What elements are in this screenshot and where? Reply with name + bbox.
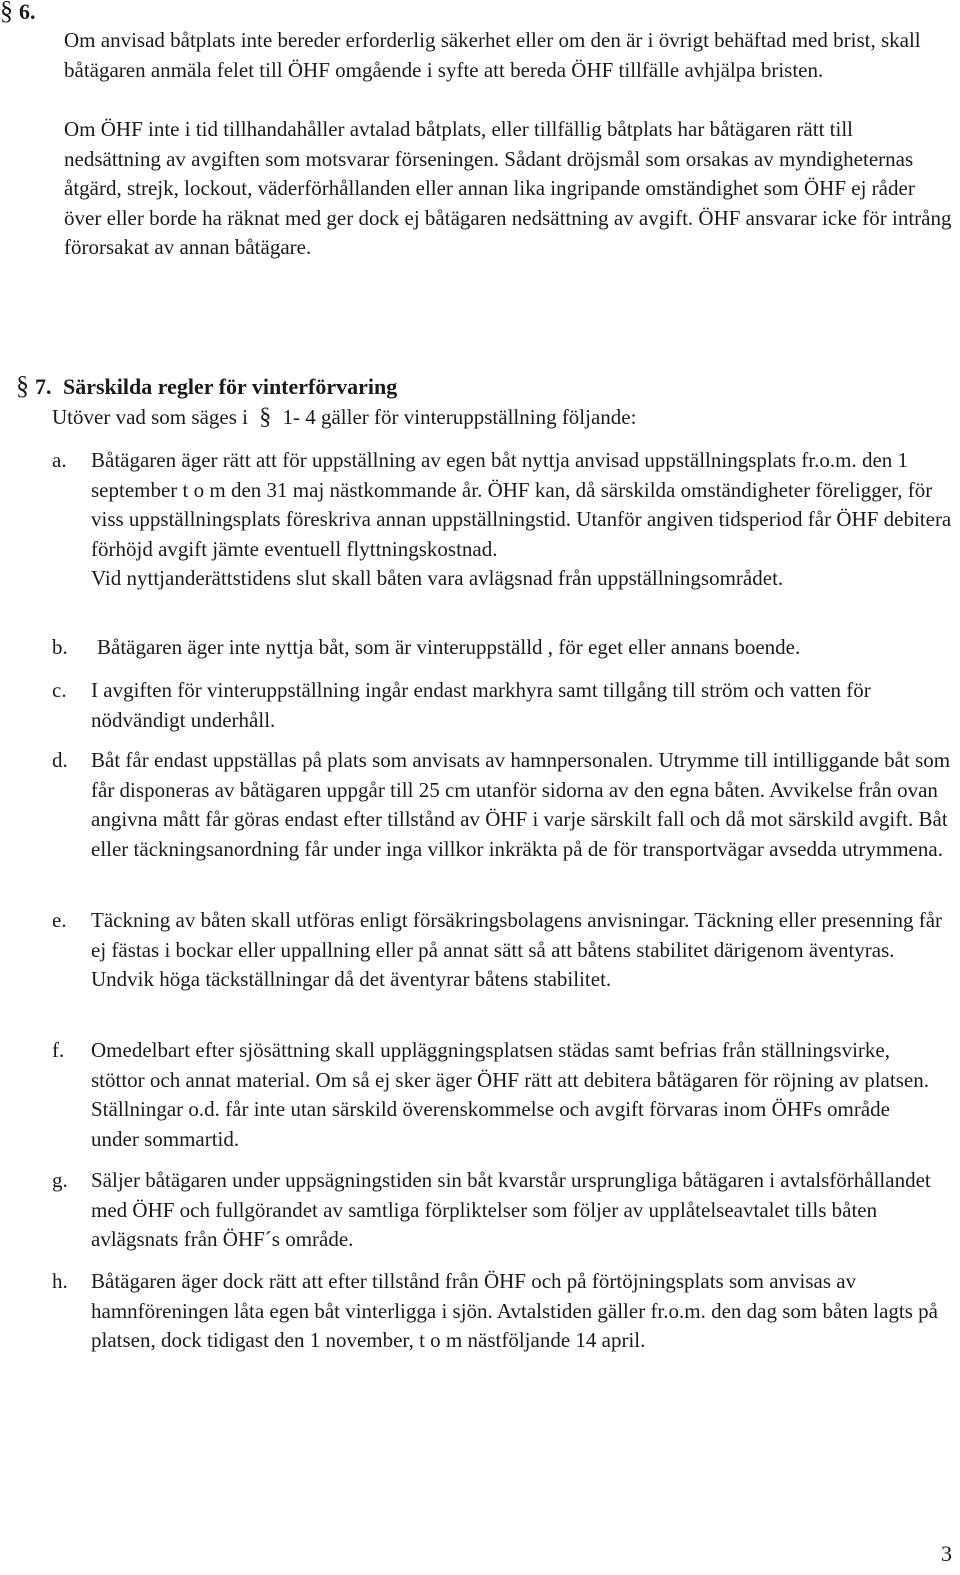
list-item-e bbox=[0, 906, 960, 1026]
item-text: Båt får endast uppställas på plats som anvisats av hamnpersonalen. Utrymme till intilliggande båt som får disponeras av båtägaren uppgår till 25 cm utanför sidorna av den egna båten. Avvikelse från ovan angivna mått får göras endast efter tillstånd av ÖHF i varje särskilt fall och då mot särskild avgift. Båt eller täckningsanordning får under inga villkor inkräkta på de för transportvägar avsedda utrymmena. bbox=[91, 748, 951, 861]
page-number: 3 bbox=[941, 1541, 952, 1567]
list-item-d bbox=[0, 746, 960, 896]
intro-text-before: Utöver vad som säges i bbox=[52, 405, 248, 429]
item-letter: e. bbox=[52, 908, 67, 932]
item-letter: h. bbox=[52, 1269, 68, 1293]
item-body-continued: Vid nyttjanderättstidens slut skall båten vara avlägsnad från uppställningsområdet. bbox=[91, 566, 784, 591]
item-text: Båtägaren äger inte nyttja båt, som är vinteruppställd , för eget eller annans boende. bbox=[97, 635, 801, 659]
item-letter: c. bbox=[52, 678, 67, 702]
item-letter: a. bbox=[52, 448, 67, 472]
intro-section-symbol: § bbox=[259, 404, 272, 430]
intro-text-after: 1- 4 gäller för vinteruppställning följande: bbox=[282, 405, 637, 429]
section-6-paragraph-2 bbox=[64, 115, 954, 263]
item-letter: f. bbox=[52, 1038, 65, 1062]
section-number: 6. bbox=[19, 0, 36, 24]
section-7-heading bbox=[16, 371, 397, 402]
item-letter: g. bbox=[52, 1168, 68, 1192]
section-7-intro bbox=[52, 403, 952, 433]
item-text: Omedelbart efter sjösättning skall uppläggningsplatsen städas samt befrias från ställningsvirke, stöttor och annat material. Om så ej sker äger ÖHF rätt att debitera båtägaren för röjning av platsen. Ställningar o.d. får inte utan särskild överenskommelse och avgift förvaras inom ÖHFs område under sommartid. bbox=[91, 1038, 929, 1151]
section-6-heading bbox=[0, 0, 36, 27]
item-text: I avgiften för vinteruppställning ingår endast markhyra samt tillgång till ström och vatten för nödvändigt underhåll. bbox=[91, 678, 871, 732]
list-item-f bbox=[0, 1036, 960, 1156]
item-letter: b. bbox=[52, 635, 68, 659]
item-text: Täckning av båten skall utföras enligt försäkringsbolagens anvisningar. Täckning eller presenning får ej fästas i bockar eller uppallning eller på annat sätt så att båtens stabilitet därigenom äventyras. Undvik höga täckställningar då det äventyrar båtens stabilitet. bbox=[91, 908, 943, 992]
section-symbol: § bbox=[16, 371, 29, 400]
item-text: Säljer båtägaren under uppsägningstiden sin båt kvarstår ursprungliga båtägaren i avtalsförhållandet med ÖHF och fullgörandet av samtliga förpliktelser som följer av upplåtelseavtalet tills båten avlägsnats från ÖHF´s område. bbox=[91, 1168, 931, 1252]
list-item-g bbox=[0, 1166, 960, 1256]
item-body: Båtägaren äger rätt att för uppställning av egen båt nyttja anvisad uppställningsplats fr.o.m. den 1 september t o m den 31 maj nästkommande år. ÖHF kan, då särskilda omständigheter föreligger, för viss uppställningsplats föreskriva annan uppställningstid. Utanför angiven tidsperiod får ÖHF debitera förhöjd avgift jämte eventuell flyttningskostnad. bbox=[91, 448, 952, 561]
section-symbol: § bbox=[0, 0, 13, 25]
list-item-c bbox=[0, 676, 960, 738]
section-6-paragraph-1 bbox=[64, 26, 944, 85]
item-letter: d. bbox=[52, 748, 68, 772]
item-text bbox=[91, 446, 959, 594]
list-item-b bbox=[0, 633, 960, 665]
section-number: 7. bbox=[35, 374, 52, 399]
list-item-h bbox=[0, 1267, 960, 1387]
paragraph-text: Om anvisad båtplats inte bereder erforderlig säkerhet eller om den är i övrigt behäftad med brist, skall båtägaren anmäla felet till ÖHF omgående i syfte att bereda ÖHF tillfälle avhjälpa bristen. bbox=[64, 28, 921, 82]
list-item-a bbox=[0, 446, 960, 626]
item-text: Båtägaren äger dock rätt att efter tillstånd från ÖHF och på förtöjningsplats som anvisas av hamnföreningen låta egen båt vinterligga i sjön. Avtalstiden gäller fr.o.m. den dag som båten lagts på platsen, dock tidigast den 1 november, t o m nästföljande 14 april. bbox=[91, 1269, 938, 1353]
paragraph-text: Om ÖHF inte i tid tillhandahåller avtalad båtplats, eller tillfällig båtplats har båtägaren rätt till nedsättning av avgiften som motsvarar förseningen. Sådant dröjsmål som orsakas av myndigheternas åtgärd, strejk, lockout, väderförhållanden eller annan lika ingripande omständighet som ÖHF ej råder över eller borde ha räknat med ger dock ej båtägaren nedsättning av avgift. ÖHF ansvarar icke för intrång förorsakat av annan båtägare. bbox=[64, 117, 952, 260]
section-title: Särskilda regler för vinterförvaring bbox=[63, 374, 398, 399]
